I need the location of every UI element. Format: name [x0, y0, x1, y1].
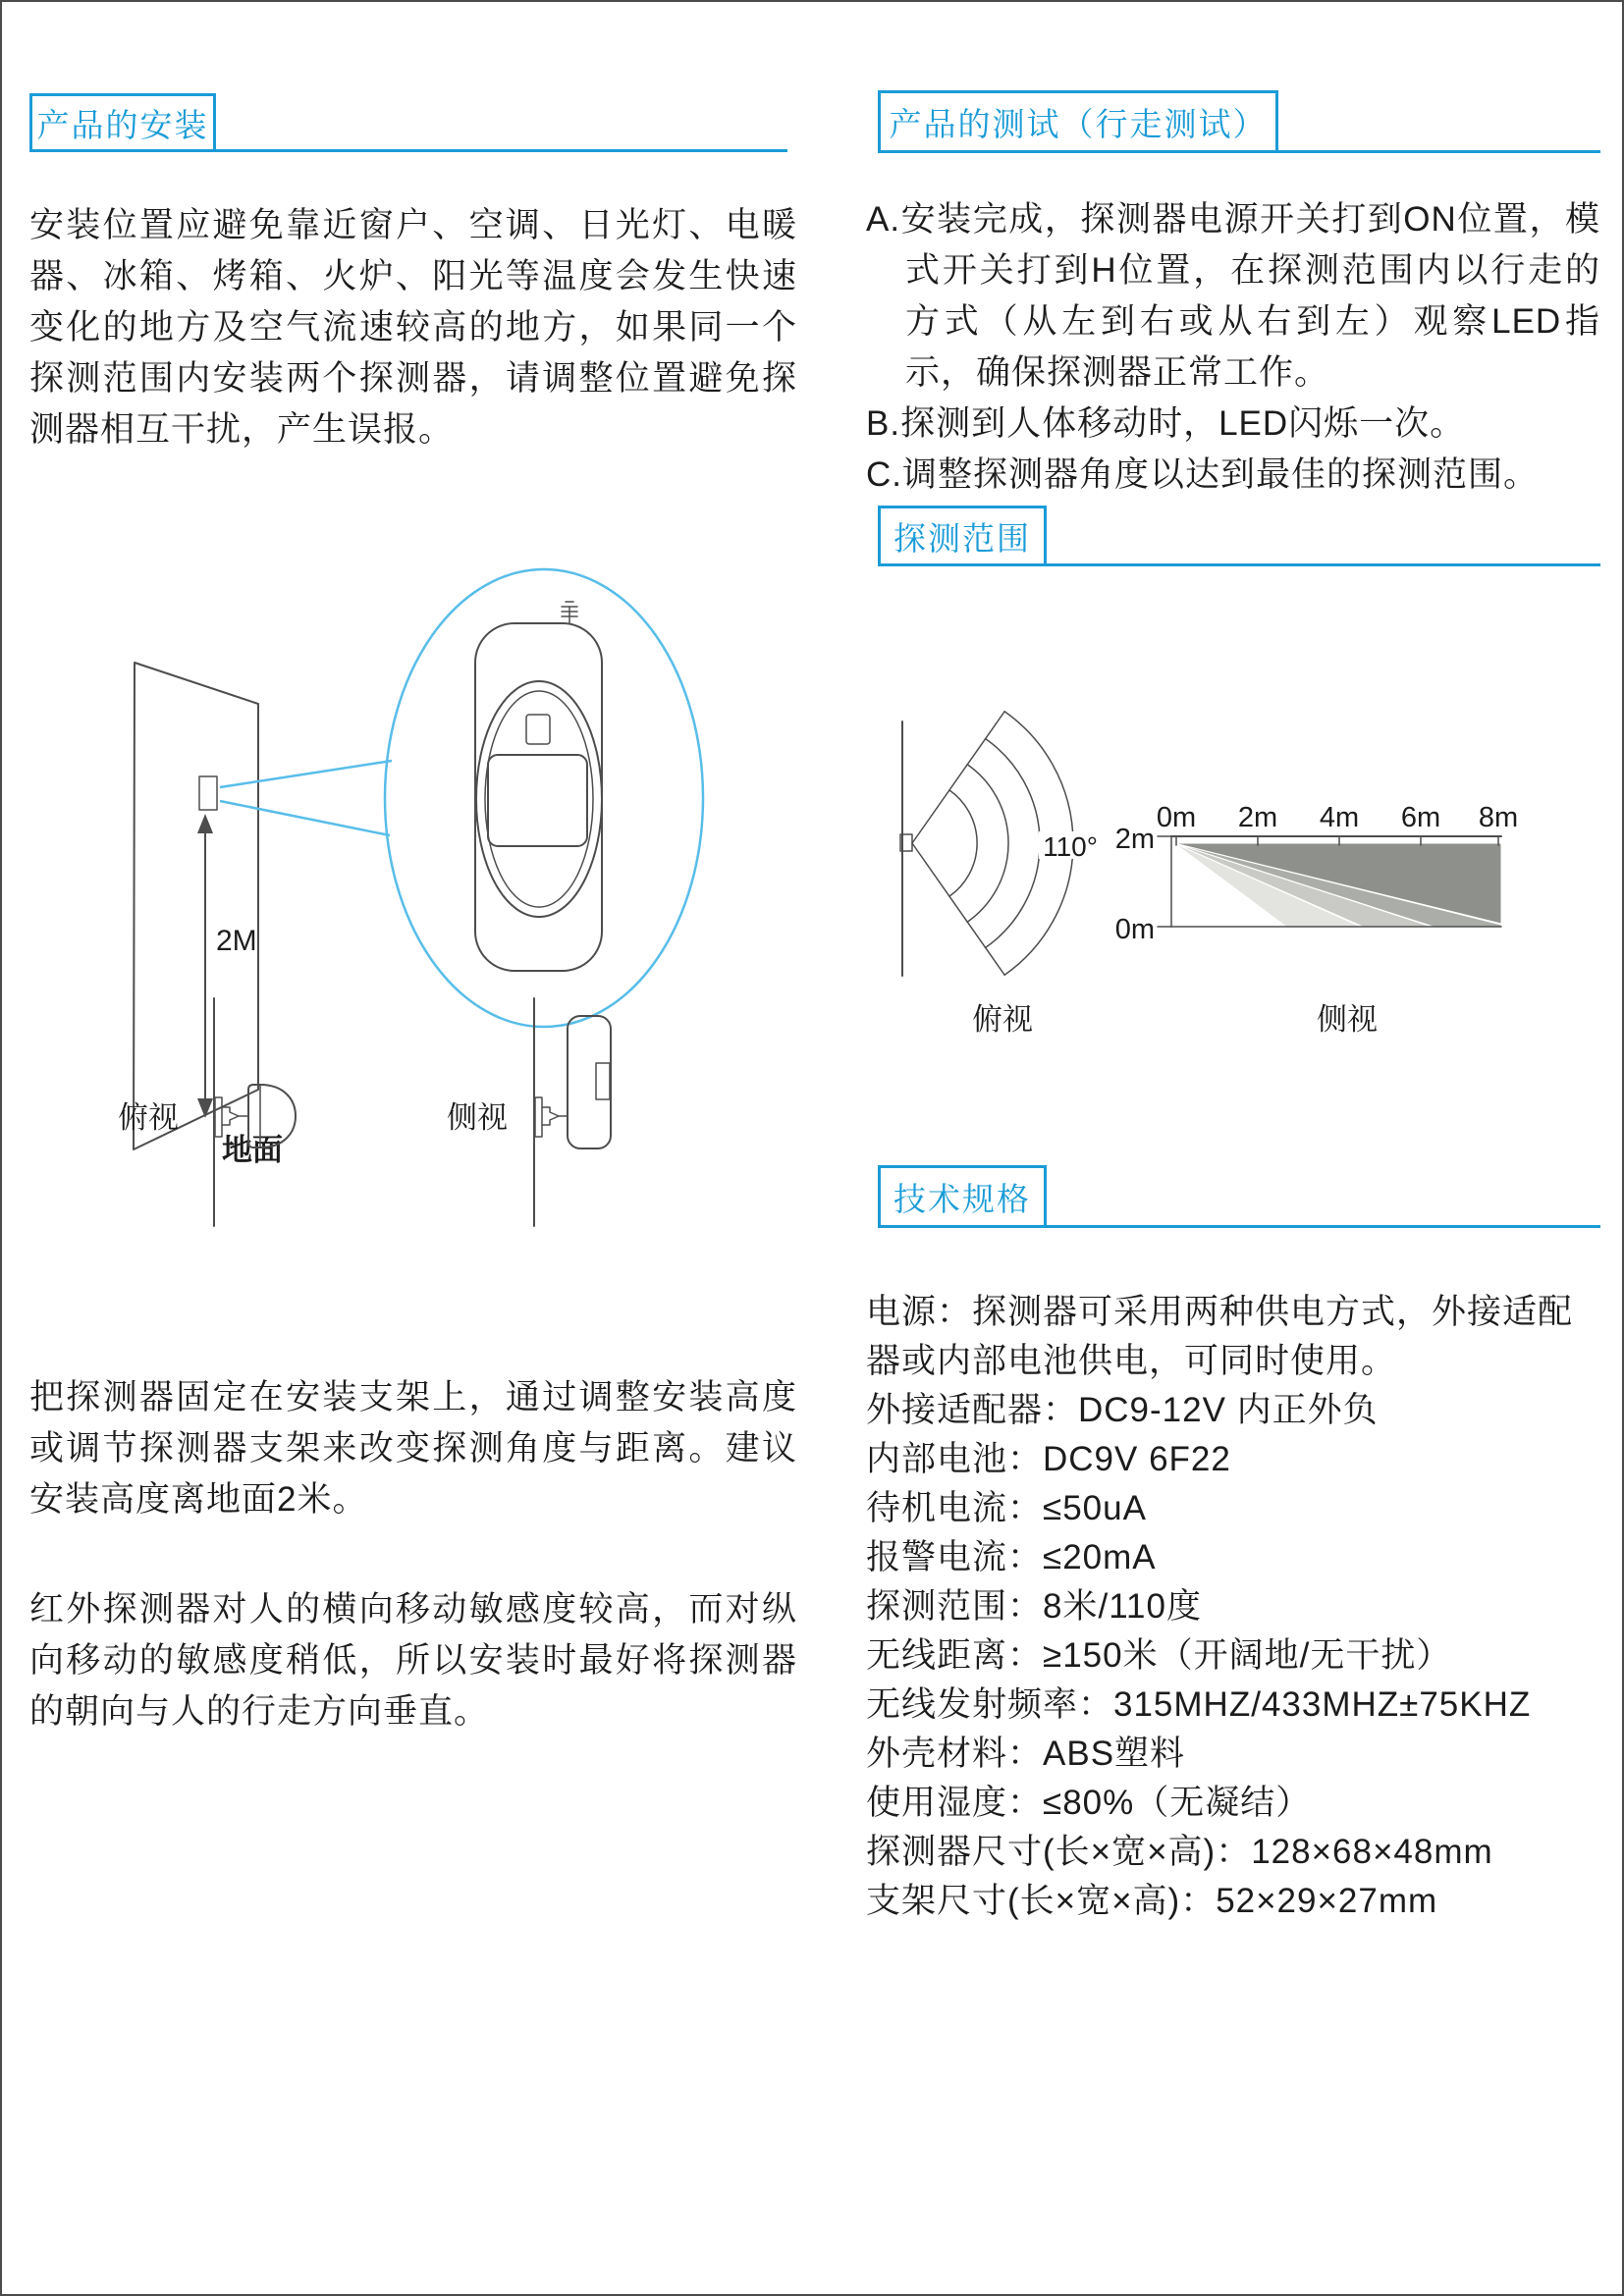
- axis-tick-label: 4m: [1319, 802, 1360, 833]
- pir-window: [488, 755, 587, 846]
- callout-line: [220, 761, 392, 787]
- axis-tick-label: 2m: [1237, 802, 1278, 833]
- installation-paragraph-1: 安装位置应避免靠近窗户、空调、日光灯、电暖器、冰箱、烤箱、火炉、阳光等温度会发生快速变化的地方及空气流速较高的地方，如果同一个探测范围内安装两个探测器，请调整位置避免探测器相互干扰，产生误报。: [29, 206, 797, 449]
- detection-angle-label: 110°: [1043, 831, 1098, 862]
- spec-line: 探测器尺寸(长×宽×高)：128×68×48mm: [866, 1833, 1493, 1871]
- detector-front-view: [475, 602, 602, 971]
- axis-tick-label: 6m: [1400, 802, 1441, 833]
- section-title-testing: 产品的测试（行走测试）: [878, 90, 1278, 153]
- axis-tick-label: 0m: [1156, 802, 1197, 833]
- spec-line: 无线发射频率：315MHZ/433MHZ±75KHZ: [866, 1685, 1532, 1724]
- top-view-label: 俯视: [972, 1002, 1033, 1037]
- bracket-joint: [222, 1107, 239, 1125]
- bracket-plate: [535, 1097, 542, 1137]
- spec-line: 待机电流：≤50uA: [866, 1489, 1147, 1527]
- spec-line: 使用湿度：≤80%（无凝结）: [866, 1784, 1312, 1822]
- spec-line: 外壳材料：ABS塑料: [866, 1735, 1186, 1773]
- detection-top-view: [900, 712, 1102, 1037]
- height-label-top: 2m: [1114, 824, 1155, 855]
- spec-line: 内部电池：DC9V 6F22: [866, 1440, 1231, 1478]
- installation-paragraph-2: 把探测器固定在安装支架上，通过调整安装高度或调节探测器支架来改变探测角度与距离。建议安装高度离地面2米。: [29, 1378, 797, 1519]
- bracket-joint: [542, 1107, 559, 1125]
- item-prefix: B.: [866, 404, 901, 443]
- installation-paragraph-3: 红外探测器对人的横向移动敏感度较高，而对纵向移动的敏感度稍低，所以安装时最好将探测器的朝向与人的行走方向垂直。: [29, 1590, 797, 1731]
- bracket-side-view: [447, 998, 611, 1226]
- height-label-bottom: 0m: [1114, 914, 1155, 945]
- callout-circle: [385, 569, 703, 1027]
- fan-arc-3: [986, 739, 1040, 948]
- wall-outline: [134, 663, 258, 1149]
- fan-arc-1: [949, 790, 977, 896]
- arrow-up-icon: [197, 814, 213, 833]
- spec-line: 报警电流：≤20mA: [866, 1538, 1157, 1576]
- callout-line: [220, 801, 390, 835]
- detector-body: [475, 623, 602, 971]
- section-title-detection-range: 探测范围: [878, 506, 1047, 566]
- item-text: 探测到人体移动时，LED闪烁一次。: [900, 404, 1466, 443]
- item-prefix: A.: [866, 200, 901, 239]
- spec-line: 器或内部电池供电，可同时使用。: [866, 1342, 1397, 1380]
- fan-arc-2: [967, 765, 1008, 923]
- ground-label: 地面: [222, 1133, 283, 1167]
- diagram-layer: [2, 2, 1624, 2296]
- antenna-icon: [562, 602, 577, 623]
- item-text: 安装完成，探测器电源开关打到ON位置，模式开关打到H位置，在探测范围内以行走的方式（从左到右或从右到左）观察LED指示，确保探测器正常工作。: [900, 200, 1600, 392]
- side-view-label: 侧视: [447, 1100, 508, 1135]
- spec-line: 支架尺寸(长×宽×高)：52×29×27mm: [866, 1882, 1438, 1920]
- detection-side-view: [1115, 802, 1518, 1037]
- spec-line: 外接适配器：DC9-12V 内正外负: [866, 1391, 1379, 1429]
- arrow-down-icon: [197, 1098, 213, 1118]
- fan-edge-upper: [912, 712, 1004, 843]
- section-title-installation: 产品的安装: [29, 93, 216, 152]
- detector-bezel-inner: [485, 691, 593, 907]
- side-view-label: 侧视: [1317, 1002, 1378, 1037]
- mount-height-label: 2M: [216, 925, 257, 957]
- spec-line: 无线距离：≥150米（开阔地/无干扰）: [866, 1636, 1452, 1675]
- bracket-plate: [215, 1097, 222, 1137]
- spec-line: 电源：探测器可采用两种供电方式，外接适配: [866, 1293, 1574, 1331]
- led-window: [526, 715, 550, 744]
- detector-bezel-outer: [476, 681, 602, 917]
- detector-side-profile: [568, 1016, 611, 1148]
- top-view-label: 俯视: [118, 1100, 179, 1135]
- axis-tick-label: 8m: [1478, 802, 1519, 833]
- fan-edge-lower: [912, 843, 1004, 975]
- section-title-specifications: 技术规格: [878, 1165, 1047, 1228]
- wall-mount-diagram: [134, 569, 703, 1167]
- item-prefix: C.: [866, 455, 902, 494]
- detector-on-wall-icon: [199, 776, 217, 810]
- detector-side-detail: [596, 1063, 610, 1099]
- item-text: 调整探测器角度以达到最佳的探测范围。: [902, 455, 1540, 494]
- spec-line: 探测范围：8米/110度: [866, 1587, 1202, 1626]
